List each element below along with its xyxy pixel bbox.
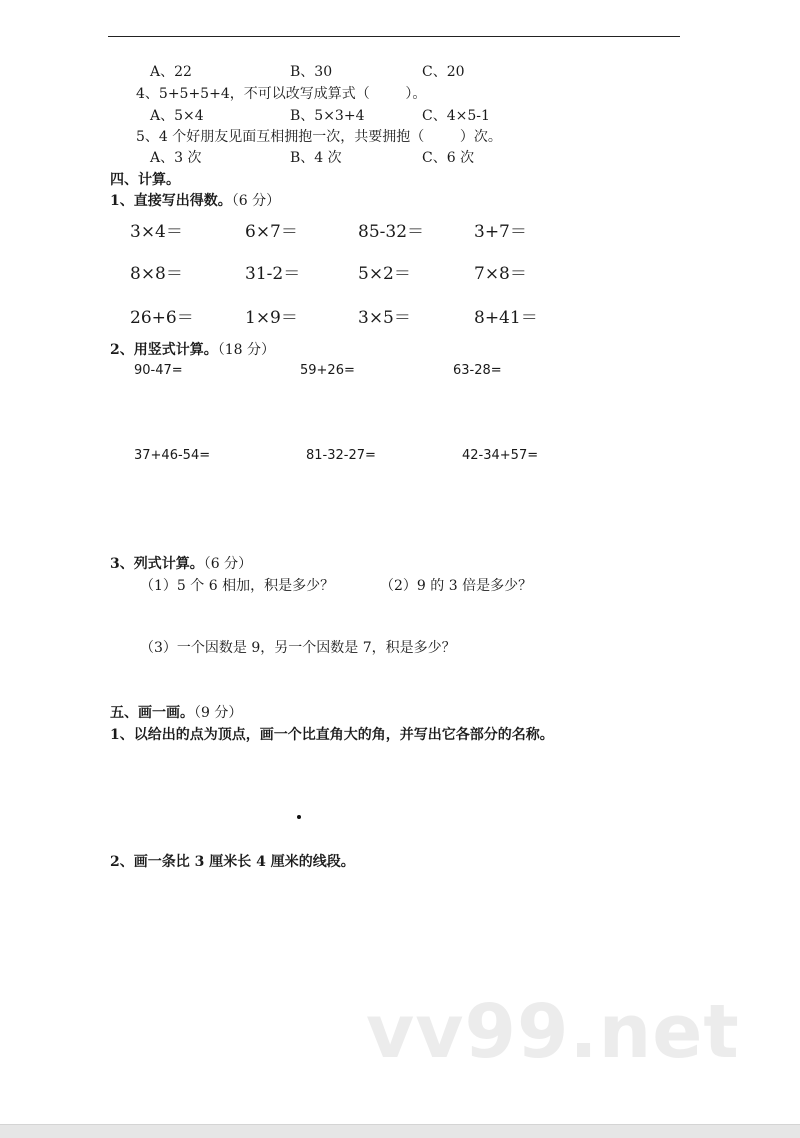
- q5-stem: 5、4 个好朋友见面互相拥抱一次，共要拥抱（ ）次。: [136, 129, 502, 145]
- vertical-calc-item: 37+46-54=: [134, 448, 211, 463]
- part2-score: （18 分）: [217, 342, 276, 358]
- part2-title: 2、用竖式计算。: [110, 342, 218, 358]
- vertex-point: [297, 815, 301, 819]
- draw-question-2: 2、画一条比 3 厘米长 4 厘米的线段。: [110, 854, 355, 870]
- vertical-calc-item: 59+26=: [300, 363, 355, 378]
- word-problem-2: （2）9 的 3 倍是多少？: [380, 578, 533, 594]
- vertical-calc-item: 90-47=: [134, 363, 183, 378]
- oral-calc-item: 26+6＝: [130, 308, 194, 328]
- q4-option-c: C、4×5-1: [422, 108, 490, 124]
- q3-option-b: B、30: [290, 64, 333, 80]
- vertical-calc-item: 63-28=: [453, 363, 502, 378]
- part3-title-line: [110, 555, 252, 573]
- header-rule: [108, 36, 680, 37]
- section5-score: （9 分）: [194, 705, 243, 721]
- q4-option-b: B、5×3+4: [290, 108, 365, 124]
- part3-title: 3、列式计算。: [110, 556, 204, 572]
- word-problem-3: （3）一个因数是 9，另一个因数是 7，积是多少？: [140, 640, 456, 656]
- q5-option-a: A、3 次: [150, 150, 202, 166]
- part1-title-line: [110, 192, 280, 210]
- oral-calc-item: 85-32＝: [358, 222, 425, 242]
- vertical-calc-item: 42-34+57=: [462, 448, 539, 463]
- oral-calc-item: 3×5＝: [358, 308, 411, 328]
- q5-option-c: C、6 次: [422, 150, 475, 166]
- oral-calc-item: 5×2＝: [358, 264, 411, 284]
- draw-question-1: 1、以给出的点为顶点，画一个比直角大的角，并写出它各部分的名称。: [110, 727, 554, 743]
- oral-calc-item: 31-2＝: [245, 264, 301, 284]
- part1-title: 1、直接写出得数。: [110, 193, 232, 209]
- section5-heading-line: [110, 704, 242, 722]
- oral-calc-item: 3×4＝: [130, 222, 183, 242]
- oral-calc-item: 8×8＝: [130, 264, 183, 284]
- oral-calc-item: 3+7＝: [474, 222, 527, 242]
- word-problem-1: （1）5 个 6 相加，积是多少？: [140, 578, 335, 594]
- q3-option-a: A、22: [150, 64, 192, 80]
- oral-calc-item: 6×7＝: [245, 222, 298, 242]
- oral-calc-item: 1×9＝: [245, 308, 298, 328]
- part2-title-line: [110, 341, 275, 359]
- watermark: vv99.net: [366, 989, 740, 1075]
- part3-score: （6 分）: [203, 556, 253, 572]
- section5-heading: 五、画一画。: [110, 705, 194, 721]
- q5-option-b: B、4 次: [290, 150, 342, 166]
- section4-heading: 四、计算。: [110, 172, 180, 188]
- q4-option-a: A、5×4: [150, 108, 204, 124]
- q4-stem: 4、5+5+5+4，不可以改写成算式（ ）。: [136, 86, 427, 102]
- vertical-calc-item: 81-32-27=: [306, 448, 376, 463]
- part1-score: （6 分）: [231, 193, 281, 209]
- q3-option-c: C、20: [422, 64, 465, 80]
- oral-calc-item: 7×8＝: [474, 264, 527, 284]
- oral-calc-item: 8+41＝: [474, 308, 538, 328]
- viewer-bottom-bar: [0, 1124, 800, 1138]
